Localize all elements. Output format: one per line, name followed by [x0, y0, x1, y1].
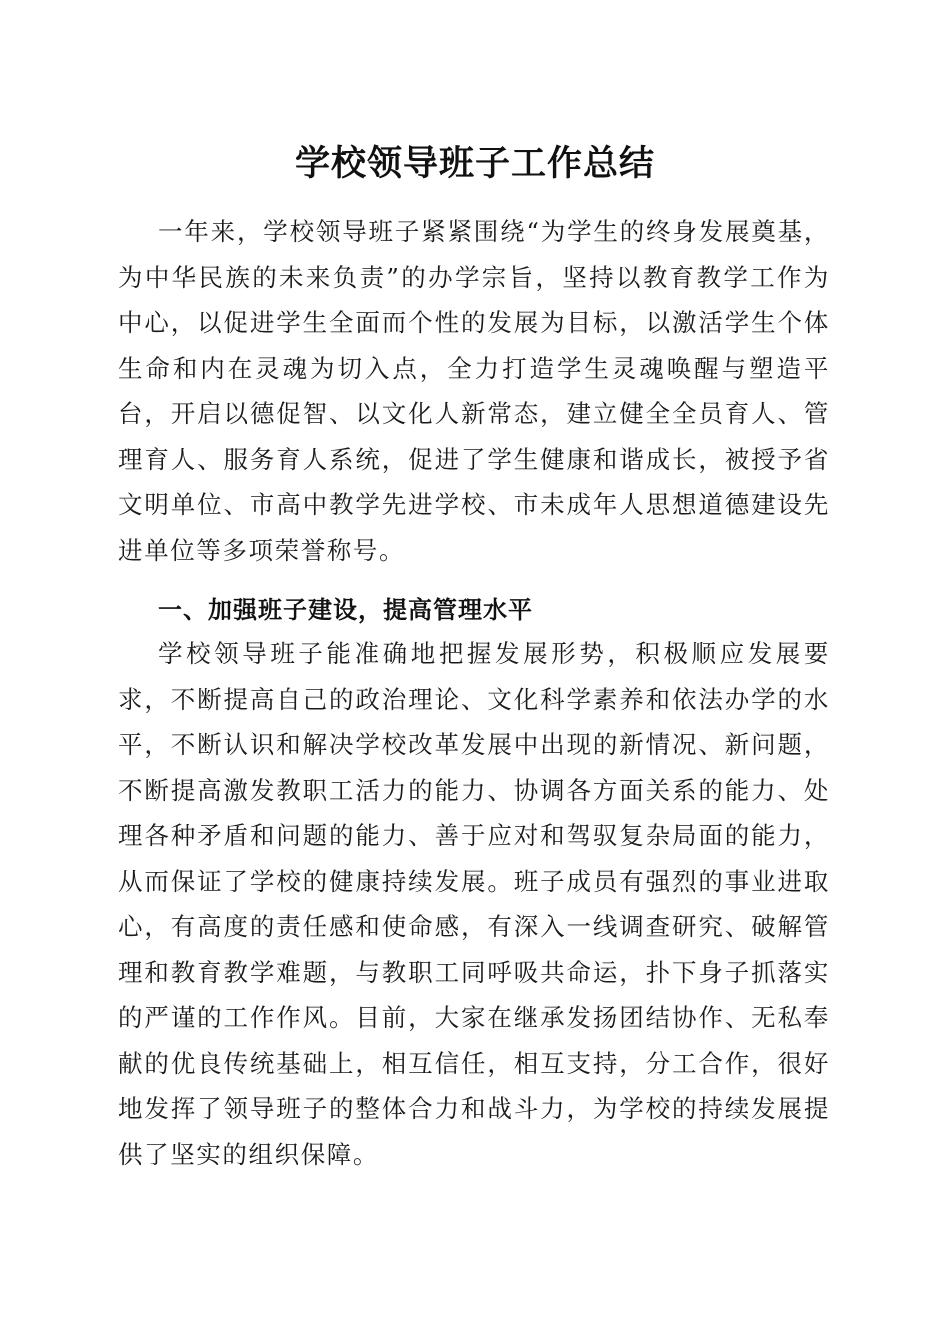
paragraph-section-1: 学校领导班子能准确地把握发展形势，积极顺应发展要求，不断提高自己的政治理论、文化科学素养和依法办学的水平，不断认识和解决学校改革发展中出现的新情况、新问题，不断提高激发教职工活力的能力、协调各方面关系的能力、处理各种矛盾和问题的能力、善于应对和驾驭复杂局面的能力，从而保证了学校的健康持续发展。班子成员有强烈的事业进取心，有高度的责任感和使命感，有深入一线调查研究、破解管理和教育教学难题，与教职工同呼吸共命运，扑下身子抓落实的严谨的工作作风。目前，大家在继承发扬团结协作、无私奉献的优良传统基础上，相互信任，相互支持，分工合作，很好地发挥了领导班子的整体合力和战斗力，为学校的持续发展提供了坚实的组织保障。	[118, 639, 830, 1169]
paragraph-intro: 一年来，学校领导班子紧紧围绕“为学生的终身发展奠基，为中华民族的未来负责”的办学宗旨，坚持以教育教学工作为中心，以促进学生全面而个性的发展为目标，以激活学生个体生命和内在灵魂为切入点，全力打造学生灵魂唤醒与塑造平台，开启以德促智、以文化人新常态，建立健全全员育人、管理育人、服务育人系统，促进了学生健康和谐成长，被授予省文明单位、市高中教学先进学校、市未成年人思想道德建设先进单位等多项荣誉称号。	[118, 217, 830, 565]
document-title: 学校领导班子工作总结	[294, 143, 655, 184]
section-heading-1: 一、加强班子建设，提高管理水平	[158, 596, 533, 624]
